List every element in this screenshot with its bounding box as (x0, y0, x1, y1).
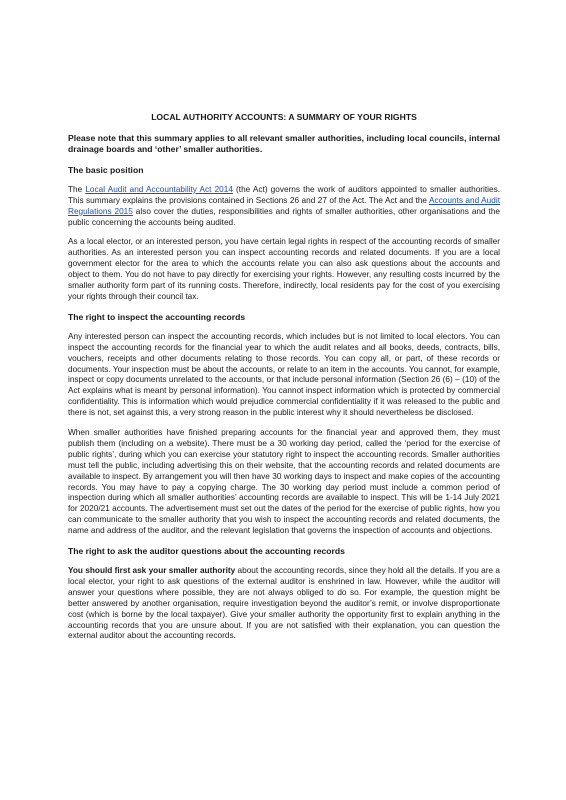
document-title: LOCAL AUTHORITY ACCOUNTS: A SUMMARY OF YOUR RIGHTS (151, 112, 417, 122)
text-segment: (the Act) governs the work of auditors appointed to smaller authorities. This summary explains the provisions contained in Sections 26 and 27 of the Act. The Act and the (68, 184, 500, 205)
link-accounts-audit-regulations[interactable]: Accounts and Audit Regulations 2015 (68, 195, 500, 216)
paragraph-ask-1 (68, 566, 500, 642)
applicability-note: Please note that this summary applies to all relevant smaller authorities, including local councils, internal drainage boards and ‘other’ smaller authorities. (68, 132, 500, 154)
text-segment: The (68, 184, 86, 194)
paragraph-inspect-2: When smaller authorities have finished preparing accounts for the financial year and approved them, they must publish them (including on a website). There must be a 30 working day period, called the ‘period for the exercise of public rights’, during which you can exercise your statutory right to inspect the accounting records. Smaller authorities must tell the public, including advertising this on their website, that the accounting records and related documents are available to inspect. By arrangement you will then have 30 working days to inspect and make copies of the accounting records. You may have to pay a copying charge. The 30 working day period must include a common period of inspection during which all smaller authorities’ accounting records are available to inspect. This will be 1-14 July 2021 for 2020/21 accounts. The advertisement must set out the dates of the period for the exercise of public rights, how you can communicate to the smaller authority that you wish to inspect the accounting records and related documents, the name and address of the auditor, and the relevant legislation that governs the inspection of accounts and objections. (68, 428, 500, 536)
text-segment: about the accounting records, since they hold all the details. If you are a local elector, your right to ask questions of the external auditor is enshrined in law. However, while the auditor will answer your questions where possible, they are not always obliged to do so. For example, the question might be better answered by another organisation, require investigation beyond the auditor’s remit, or involve disproportionate cost (which is borne by the local taxpayer). Give your smaller authority the opportunity first to explain anything in the accounting records that you are unsure about. If you are not satisfied with their explanation, you can question the external auditor about the accounting records. (68, 566, 500, 641)
document-page (68, 112, 500, 651)
paragraph-lead-bold: You should first ask your smaller authority (68, 566, 236, 575)
paragraph-inspect-1: Any interested person can inspect the accounting records, which includes but is not limited to local electors. You can inspect the accounting records for the financial year to which the audit relates and all books, deeds, contracts, bills, vouchers, receipts and other documents relating to those records. You can copy all, or part, of these records or documents. Your inspection must be about the accounts, or relate to an item in the accounts. You cannot, for example, inspect or copy documents unrelated to the accounts, or that include personal information (Section 26 (6) – (10) of the Act explains what is meant by personal information). You cannot inspect information which is protected by commercial confidentiality. This is information which would prejudice commercial confidentiality if it was released to the public and there is not, set against this, a very strong reason in the public interest why it should nevertheless be disclosed. (68, 331, 500, 418)
paragraph-basic-position-2: As a local elector, or an interested person, you have certain legal rights in respect of the accounting records of smaller authorities. As an interested person you can inspect accounting records and related documents. If you are a local government elector for the area to which the accounts relate you can also ask questions about the accounts and object to them. You do not have to pay directly for exercising your rights. However, any resulting costs incurred by the smaller authority form part of its running costs. Therefore, indirectly, local residents pay for the cost of you exercising your rights through their council tax. (68, 237, 500, 301)
link-local-audit-act[interactable]: Local Audit and Accountability Act 2014 (85, 184, 233, 194)
heading-right-to-inspect: The right to inspect the accounting records (68, 311, 246, 322)
heading-right-to-ask: The right to ask the auditor questions about the accounting records (68, 546, 345, 557)
paragraph-basic-position-1 (68, 185, 500, 229)
heading-basic-position: The basic position (68, 164, 144, 175)
text-segment: also cover the duties, responsibilities and rights of smaller authorities, other organisations and the public concerning the accounts being audited. (68, 206, 500, 227)
